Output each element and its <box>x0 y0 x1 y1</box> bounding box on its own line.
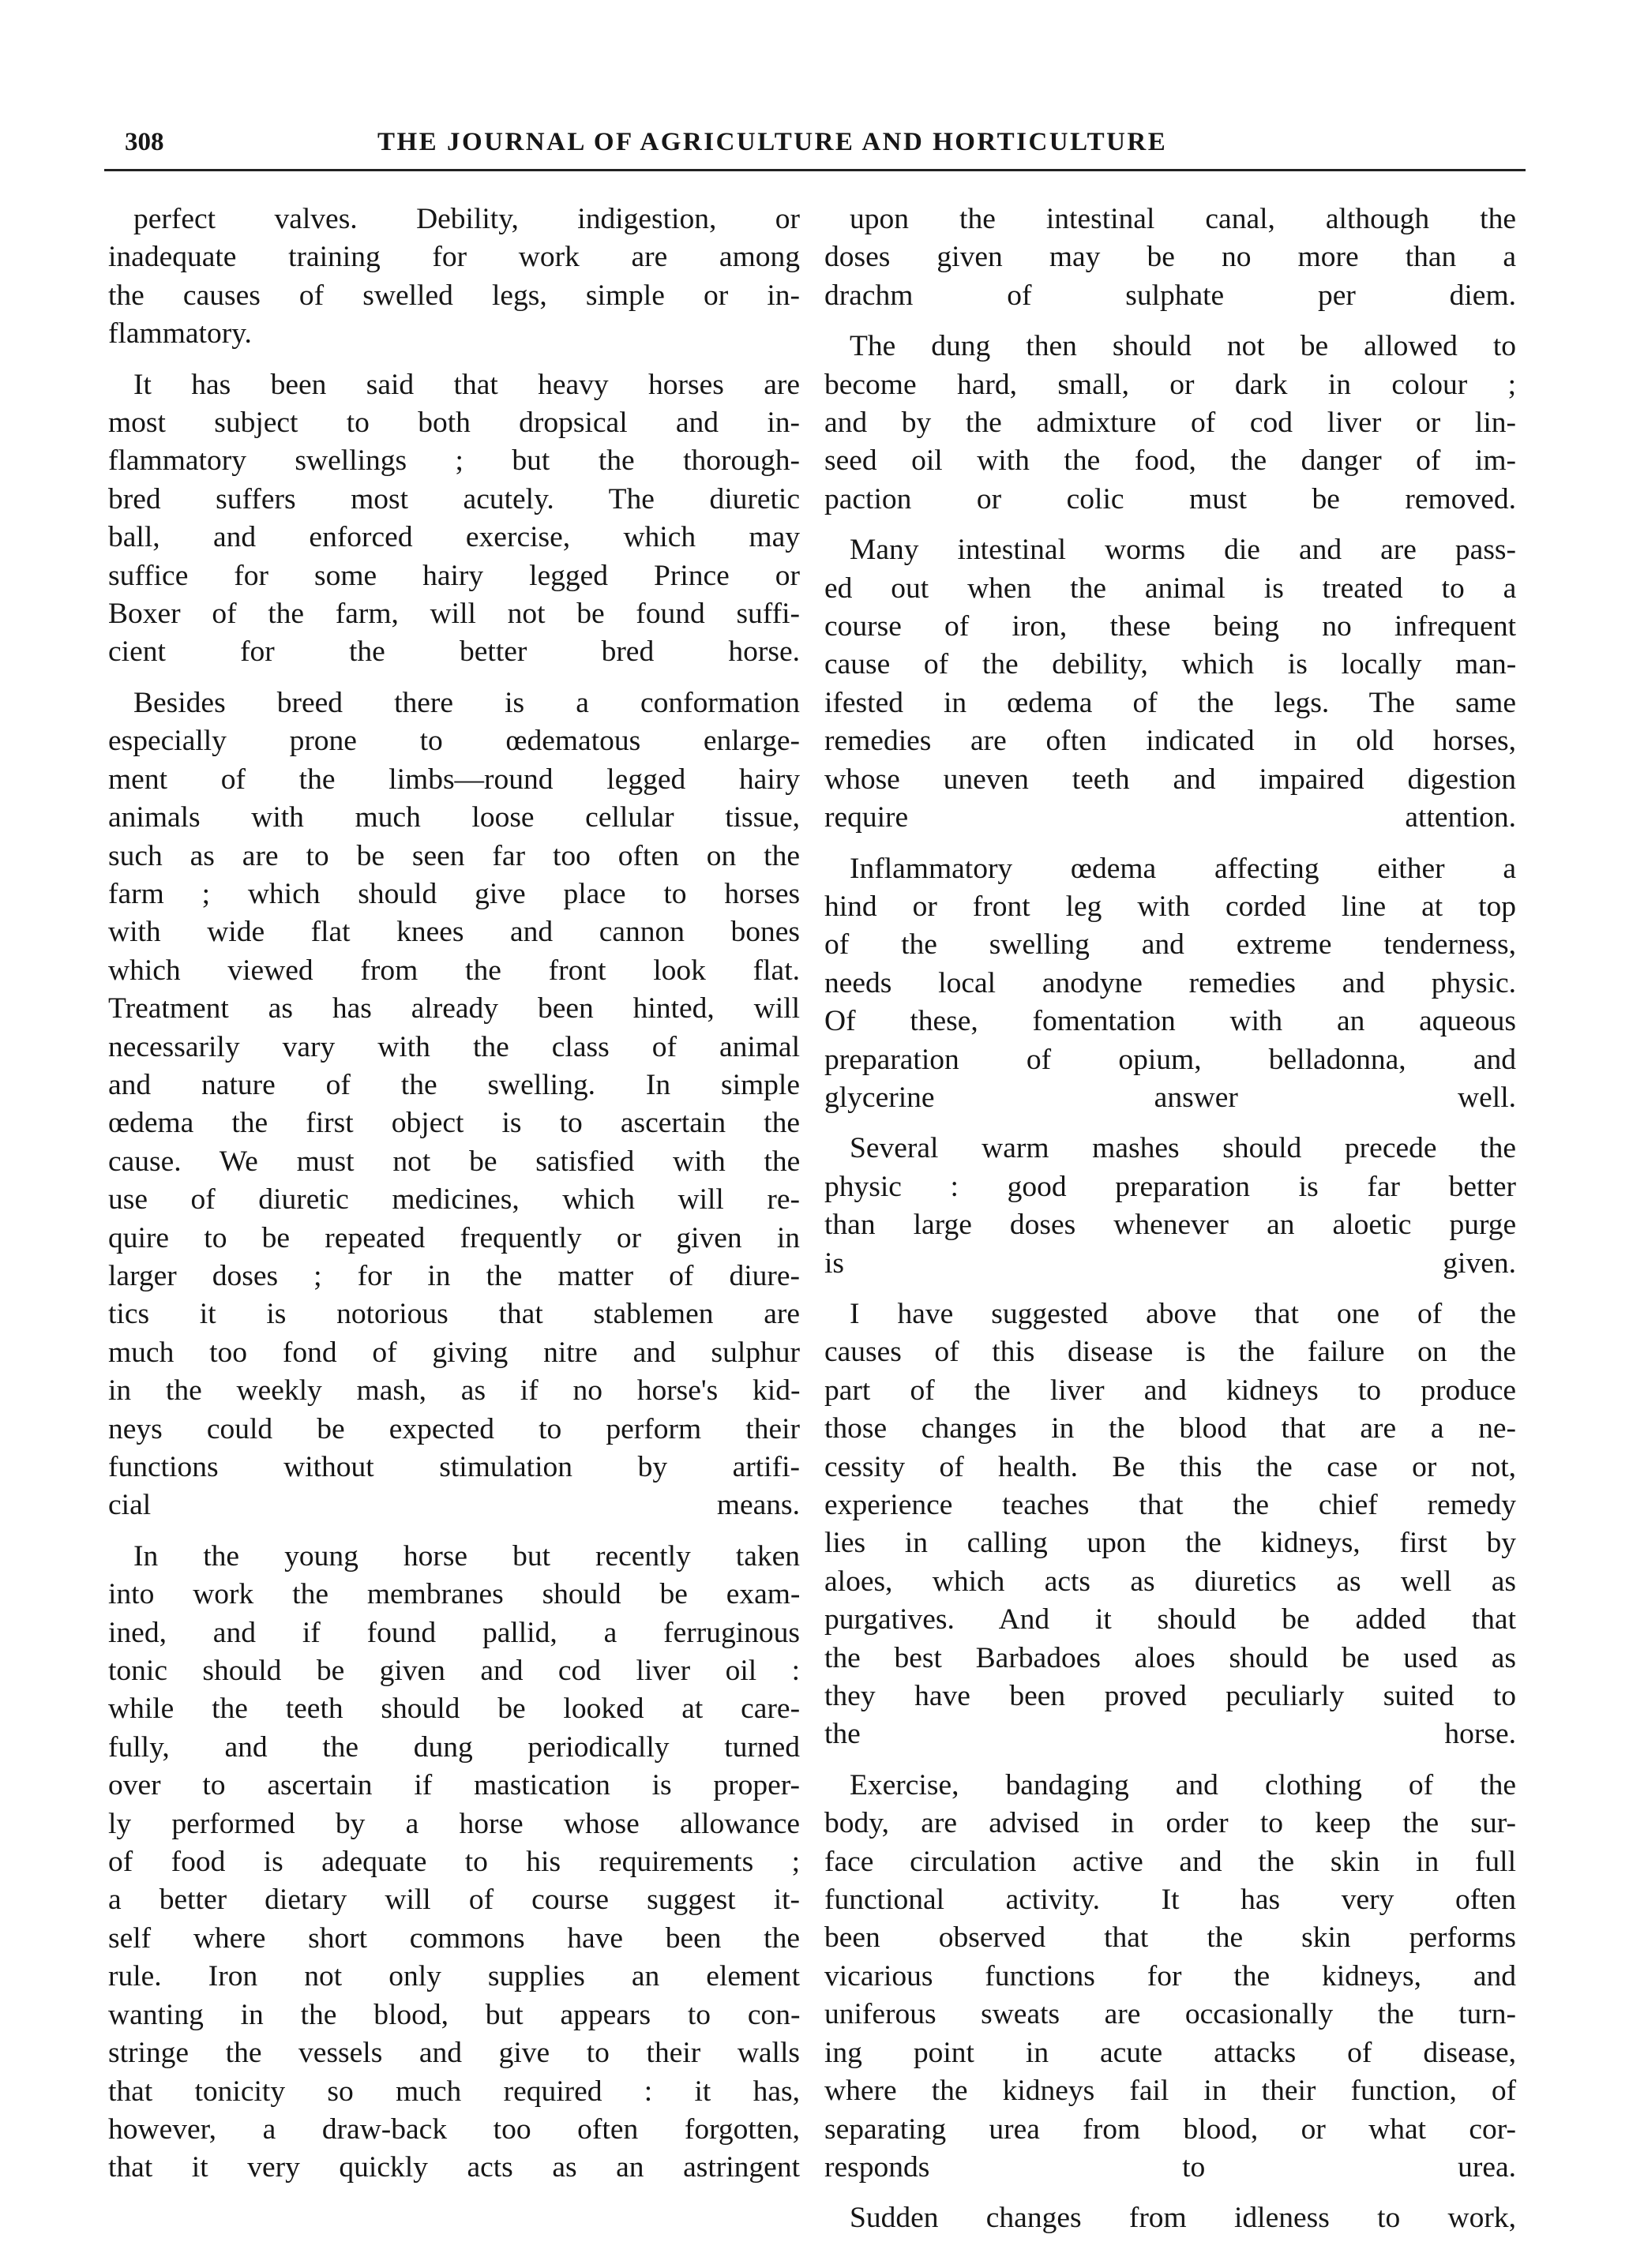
text-line: larger doses ; for in the matter of diure- <box>108 1259 800 1292</box>
paragraph <box>108 1538 800 2187</box>
text-line: experience teaches that the chief remedy <box>824 1489 1516 1521</box>
text-line: animals with much loose cellular tissue, <box>108 801 800 834</box>
text-line: into work the membranes should be exam- <box>108 1578 801 1611</box>
text-line: use of diuretic medicines, which will re- <box>108 1183 800 1216</box>
text-line: where the kidneys fail in their function, of <box>824 2075 1517 2108</box>
text-line: the horse. <box>824 1718 1516 1751</box>
text-line: tics it is notorious that stablemen are <box>108 1298 800 1331</box>
text-line: ing point in acute attacks of disease, <box>824 2036 1516 2069</box>
text-line: the best Barbadoes aloes should be used as <box>824 1641 1516 1674</box>
text-line: neys could be expected to perform their <box>108 1412 800 1445</box>
text-line: preparation of opium, belladonna, and <box>824 1043 1516 1076</box>
text-line: cessity of health. Be this the case or not, <box>824 1450 1517 1483</box>
text-line: and nature of the swelling. In simple <box>108 1068 800 1101</box>
text-line: wanting in the blood, but appears to con- <box>108 1998 801 2031</box>
text-line: Of these, fomentation with an aqueous <box>824 1005 1516 1038</box>
text-line: is given. <box>824 1246 1516 1280</box>
text-line: over to ascertain if mastication is proper- <box>108 1769 800 1802</box>
text-line: responds to urea. <box>824 2150 1516 2184</box>
page-number: 308 <box>125 128 164 156</box>
text-line: remedies are often indicated in old horses, <box>824 725 1516 758</box>
text-line: flammatory swellings ; but the thorough- <box>108 444 800 478</box>
text-line: the causes of swelled legs, simple or in- <box>108 279 800 312</box>
text-line: ifested in œdema of the legs. The same <box>824 686 1516 719</box>
text-line: ed out when the animal is treated to a <box>824 572 1517 605</box>
paragraph-gap <box>824 1754 1516 1767</box>
text-line: doses given may be no more than a <box>824 241 1516 274</box>
text-line: cause. We must not be satisfied with the <box>108 1145 801 1178</box>
text-line: quire to be repeated frequently or given in <box>108 1221 801 1254</box>
paragraph <box>824 328 1516 519</box>
text-line: Besides breed there is a conformation <box>133 686 800 719</box>
text-line: whose uneven teeth and impaired digestion <box>824 763 1516 796</box>
text-line: in the weekly mash, as if no horse's kid- <box>108 1374 801 1408</box>
paragraph <box>824 531 1516 837</box>
text-line: of the swelling and extreme tenderness, <box>824 928 1516 962</box>
text-line: with wide flat knees and cannon bones <box>108 916 800 949</box>
text-line: upon the intestinal canal, although the <box>850 203 1516 235</box>
text-line: perfect valves. Debility, indigestion, or <box>133 203 800 235</box>
paragraph <box>108 684 800 1525</box>
paragraph-gap <box>108 354 800 366</box>
text-line: ball, and enforced exercise, which may <box>108 521 800 554</box>
text-line: flammatory. <box>108 317 252 351</box>
text-line: face circulation active and the skin in full <box>824 1845 1516 1878</box>
text-line: physic : good preparation is far better <box>824 1170 1516 1203</box>
text-line: uniferous sweats are occasionally the turn- <box>824 1998 1516 2031</box>
text-line: I have suggested above that one of the <box>850 1297 1516 1330</box>
text-line: tonic should be given and cod liver oil : <box>108 1655 800 1688</box>
text-line: ined, and if found pallid, a ferruginous <box>108 1616 800 1649</box>
text-line: self where short commons have been the <box>108 1921 800 1955</box>
text-line: Inflammatory œdema affecting either a <box>850 852 1516 885</box>
text-line: been observed that the skin performs <box>824 1921 1516 1955</box>
text-line: Boxer of the farm, will not be found suffi- <box>108 598 800 631</box>
text-line: glycerine answer well. <box>824 1081 1516 1114</box>
text-line: vicarious functions for the kidneys, and <box>824 1959 1516 1992</box>
text-line: cient for the better bred horse. <box>108 635 800 669</box>
header-rule <box>104 169 1526 171</box>
paragraph <box>824 850 1516 1118</box>
paragraph-gap <box>824 519 1516 531</box>
text-line: cial means. <box>108 1489 800 1522</box>
text-line: œdema the first object is to ascertain the <box>108 1107 800 1140</box>
text-line: which viewed from the front look flat. <box>108 954 800 987</box>
text-line: body, are advised in order to keep the sur- <box>824 1807 1516 1840</box>
paragraph-gap <box>108 672 800 684</box>
text-line: rule. Iron not only supplies an element <box>108 1960 800 1993</box>
text-line: functions without stimulation by artifi- <box>108 1451 800 1483</box>
text-line: those changes in the blood that are a ne- <box>824 1412 1516 1445</box>
text-line: separating urea from blood, or what cor- <box>824 2112 1516 2146</box>
text-line: drachm of sulphate per diem. <box>824 279 1516 312</box>
text-line: Treatment as has already been hinted, will <box>108 992 800 1025</box>
text-line: paction or colic must be removed. <box>824 482 1516 515</box>
paragraph <box>824 1295 1516 1754</box>
text-line: Sudden changes from idleness to work, <box>850 2202 1516 2235</box>
text-line: In the young horse but recently taken <box>133 1539 800 1573</box>
text-line: require attention. <box>824 801 1516 834</box>
text-line: especially prone to œdematous enlarge- <box>108 725 800 758</box>
text-line: purgatives. And it should be added that <box>824 1603 1516 1636</box>
text-line: fully, and the dung periodically turned <box>108 1730 800 1764</box>
text-line: however, a draw-back too often forgotten, <box>108 2112 800 2146</box>
text-line: It has been said that heavy horses are <box>133 368 800 401</box>
text-line: Several warm mashes should precede the <box>850 1132 1516 1165</box>
text-line: that tonicity so much required : it has, <box>108 2075 800 2108</box>
paragraph-gap <box>824 838 1516 850</box>
text-line: necessarily vary with the class of animal <box>108 1030 800 1063</box>
text-line: needs local anodyne remedies and physic. <box>824 966 1516 999</box>
running-header <box>0 117 1644 164</box>
paragraph <box>108 201 800 354</box>
text-line: bred suffers most acutely. The diuretic <box>108 482 800 515</box>
text-line: Exercise, bandaging and clothing of the <box>850 1768 1516 1801</box>
text-line: inadequate training for work are among <box>108 241 800 274</box>
paragraph-gap <box>824 1283 1516 1295</box>
text-line: functional activity. It has very often <box>824 1884 1516 1917</box>
text-line: and by the admixture of cod liver or lin- <box>824 407 1516 440</box>
paragraph-gap <box>824 315 1516 328</box>
text-line: most subject to both dropsical and in- <box>108 407 800 440</box>
text-line: The dung then should not be allowed to <box>850 330 1516 363</box>
text-line: Many intestinal worms die and are pass- <box>850 534 1516 567</box>
text-line: lies in calling upon the kidneys, first by <box>824 1527 1516 1560</box>
running-title: THE JOURNAL OF AGRICULTURE AND HORTICULTURE <box>377 128 1168 156</box>
text-line: farm ; which should give place to horses <box>108 877 801 910</box>
text-line: that it very quickly acts as an astringent <box>108 2151 800 2184</box>
text-line: such as are to be seen far too often on the <box>108 839 800 872</box>
paragraph-gap <box>824 2187 1516 2199</box>
text-line: of food is adequate to his requirements ; <box>108 1846 800 1879</box>
text-line: hind or front leg with corded line at top <box>824 890 1516 923</box>
paragraph <box>108 366 800 672</box>
text-line: aloes, which acts as diuretics as well as <box>824 1565 1516 1598</box>
text-line: ment of the limbs—round legged hairy <box>108 763 800 796</box>
paragraph <box>824 1767 1516 2187</box>
right-column <box>824 201 1516 2238</box>
text-line: than large doses whenever an aloetic purge <box>824 1209 1517 1242</box>
text-line: causes of this disease is the failure on the <box>824 1336 1516 1369</box>
paragraph-gap <box>824 1117 1516 1130</box>
text-line: part of the liver and kidneys to produce <box>824 1374 1516 1407</box>
text-line: become hard, small, or dark in colour ; <box>824 368 1516 401</box>
left-column <box>108 201 800 2187</box>
text-line: stringe the vessels and give to their walls <box>108 2037 800 2070</box>
text-line: ly performed by a horse whose allowance <box>108 1807 800 1840</box>
paragraph-gap <box>108 1525 800 1538</box>
text-line: much too fond of giving nitre and sulphur <box>108 1336 801 1369</box>
paragraph <box>824 1130 1516 1283</box>
text-line: course of iron, these being no infrequent <box>824 610 1516 643</box>
paragraph <box>824 2199 1516 2237</box>
text-line: they have been proved peculiarly suited to <box>824 1680 1516 1713</box>
text-line: suffice for some hairy legged Prince or <box>108 559 800 592</box>
text-line: while the teeth should be looked at care- <box>108 1693 801 1726</box>
paragraph <box>824 201 1516 315</box>
text-line: a better dietary will of course suggest it- <box>108 1884 801 1917</box>
text-line: cause of the debility, which is locally man- <box>824 648 1517 681</box>
text-line: seed oil with the food, the danger of im- <box>824 444 1516 478</box>
